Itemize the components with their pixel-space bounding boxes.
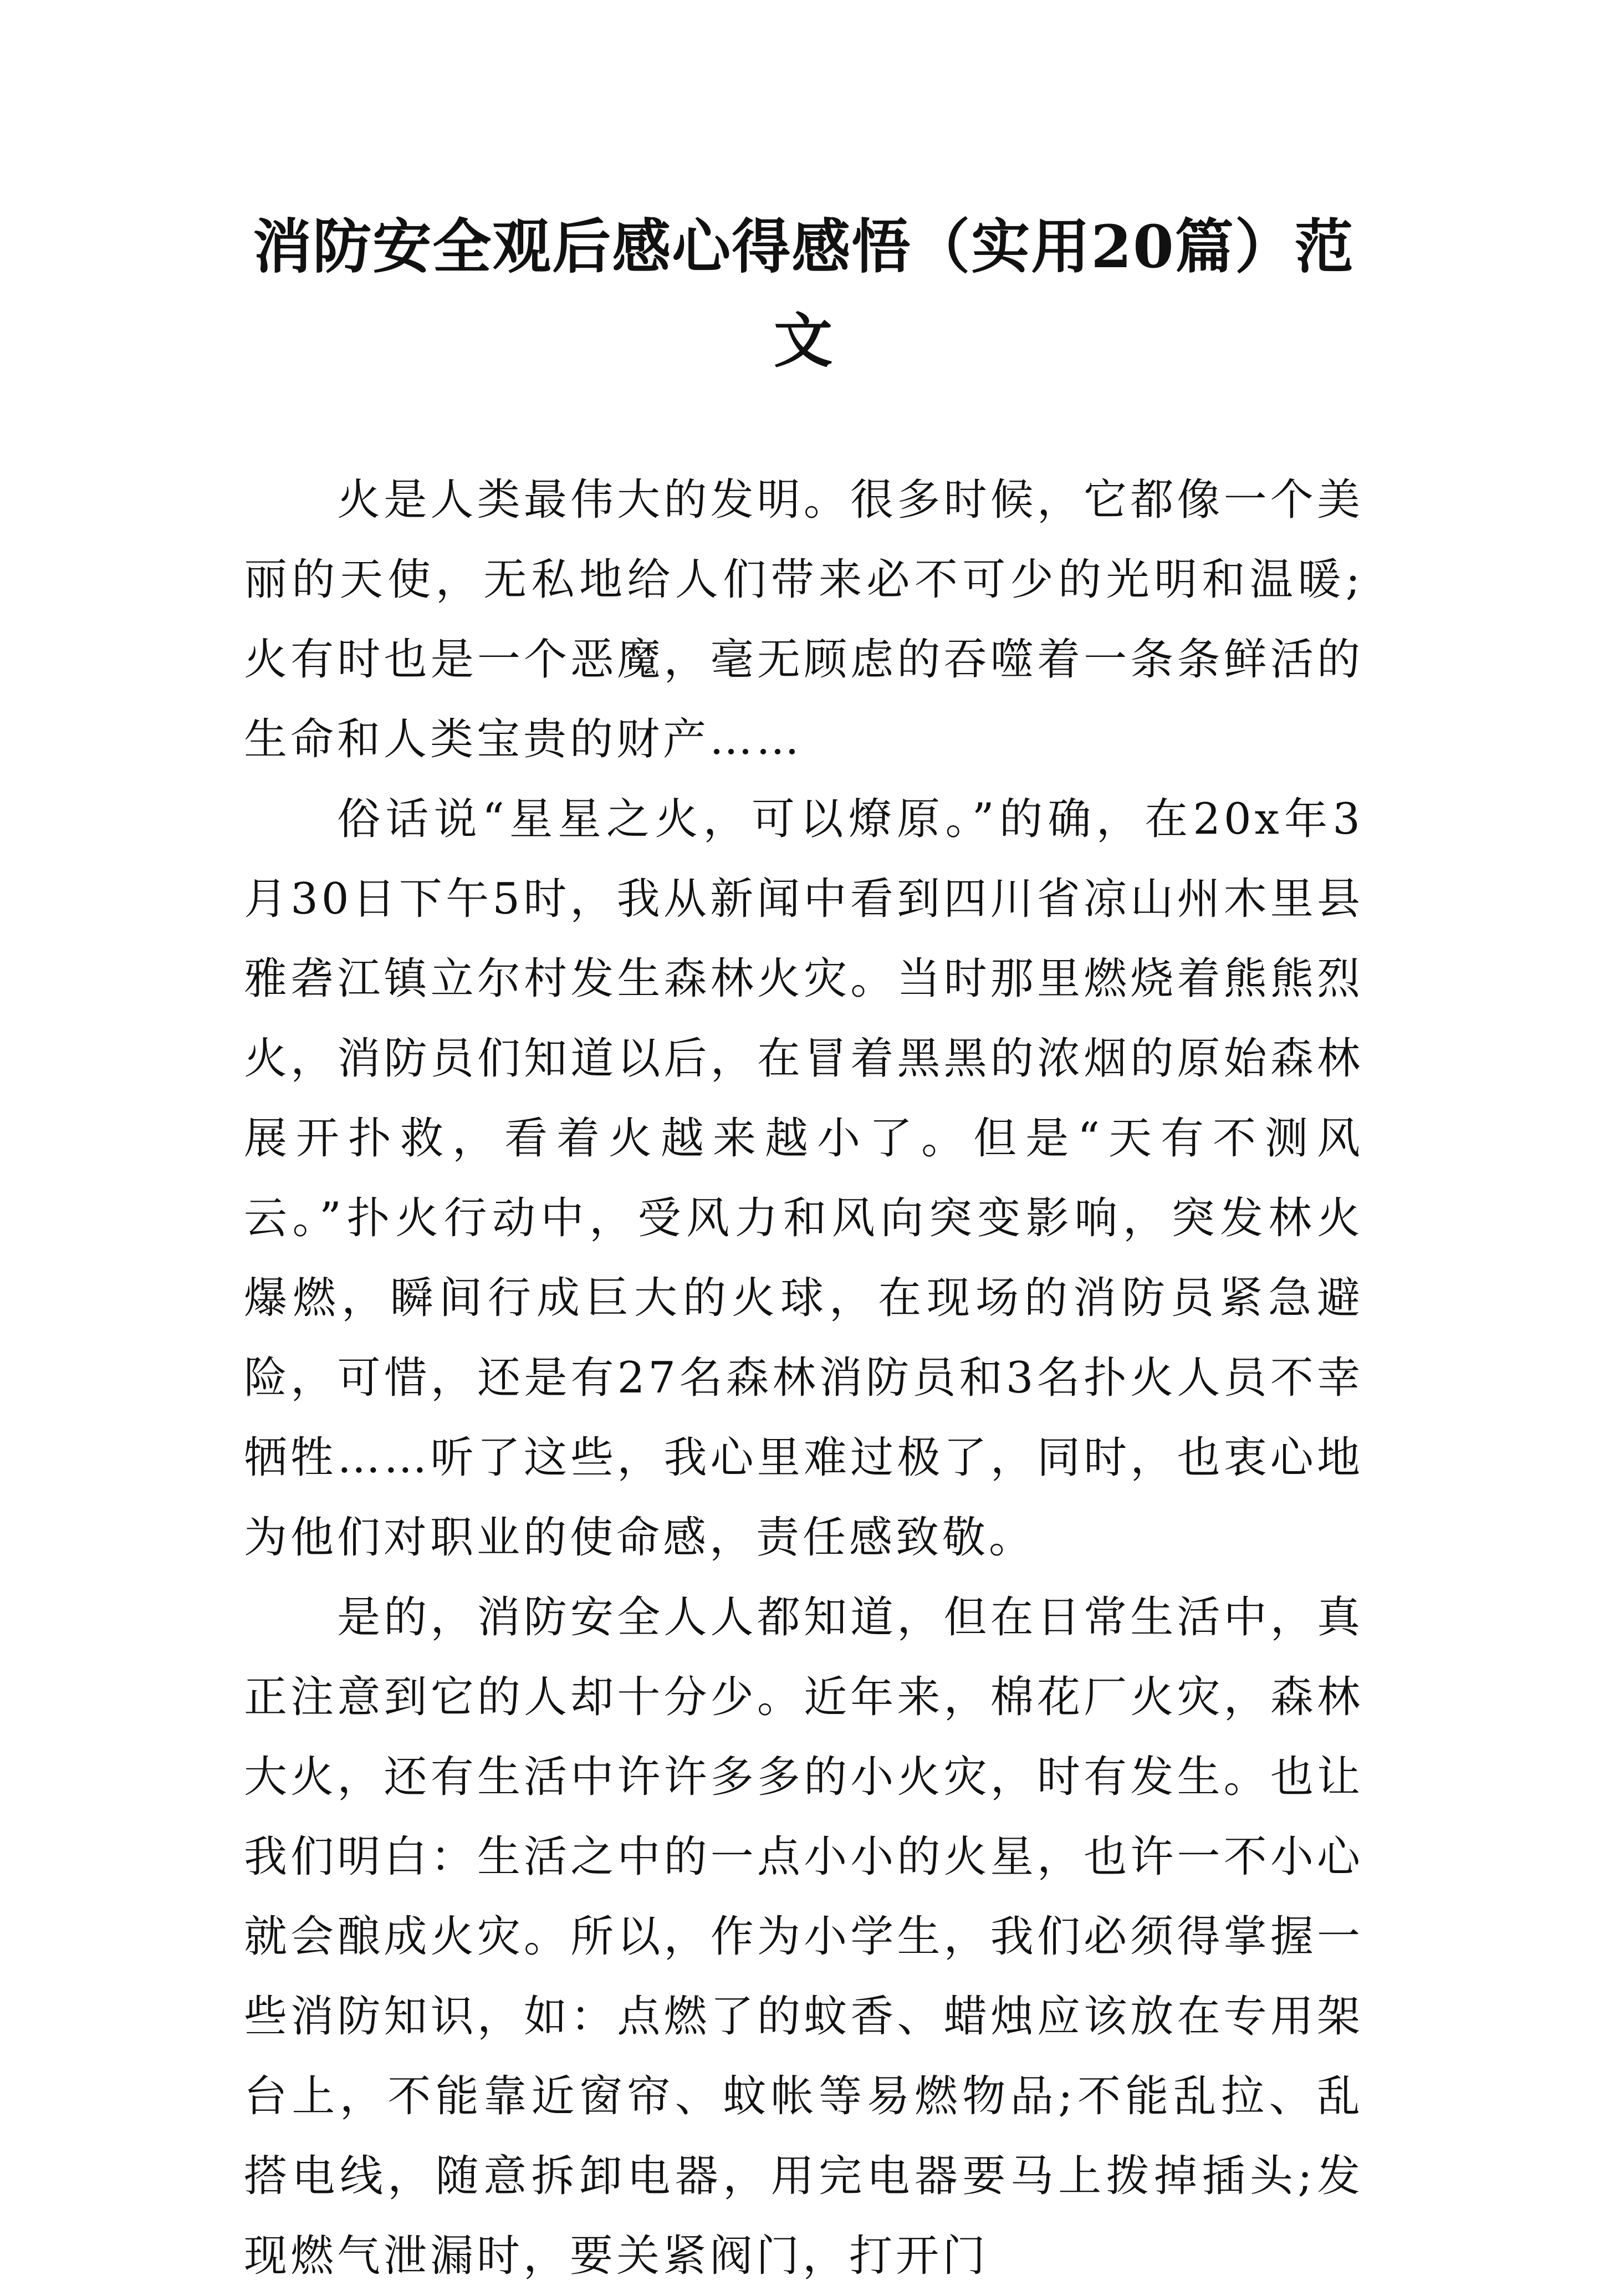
paragraph-2: 俗话说“星星之火，可以燎原。”的确，在20x年3月30日下午5时，我从新闻中看到四川省凉山州木里县雅砻江镇立尔村发生森林火灾。当时那里燃烧着熊熊烈火，消防员们知道以后，在冒着黑黑的浓烟的原始森林展开扑救，看着火越来越小了。但是“天有不测风云。”扑火行动中，受风力和风向突变影响，突发林火爆燃，瞬间行成巨大的火球，在现场的消防员紧急避险，可惜，还是有27名森林消防员和3名扑火人员不幸牺牲……听了这些，我心里难过极了，同时，也衷心地为他们对职业的使命感，责任感致敬。 (244, 794, 1363, 1563)
paragraph-3: 是的，消防安全人人都知道，但在日常生活中，真正注意到它的人却十分少。近年来，棉花厂火灾，森林大火，还有生活中许许多多的小火灾，时有发生。也让我们明白：生活之中的一点小小的火星，也许一不小心就会酿成火灾。所以，作为小学生，我们必须得掌握一些消防知识，如：点燃了的蚊香、蜡烛应该放在专用架台上，不能靠近窗帘、蚊帐等易燃物品;不能乱拉、乱搭电线，随意拆卸电器，用完电器要马上拨掉插头;发现燃气泄漏时，要关紧阀门，打开门 (244, 1593, 1363, 2281)
document-title: 消防安全观后感心得感悟（实用20篇）范文 (253, 212, 1355, 375)
document-body (244, 460, 1363, 2296)
paragraph-1: 火是人类最伟大的发明。很多时候，它都像一个美丽的天使，无私地给人们带来必不可少的光明和温暖;火有时也是一个恶魔，毫无顾虑的吞噬着一条条鲜活的生命和人类宝贵的财产…… (244, 475, 1363, 764)
